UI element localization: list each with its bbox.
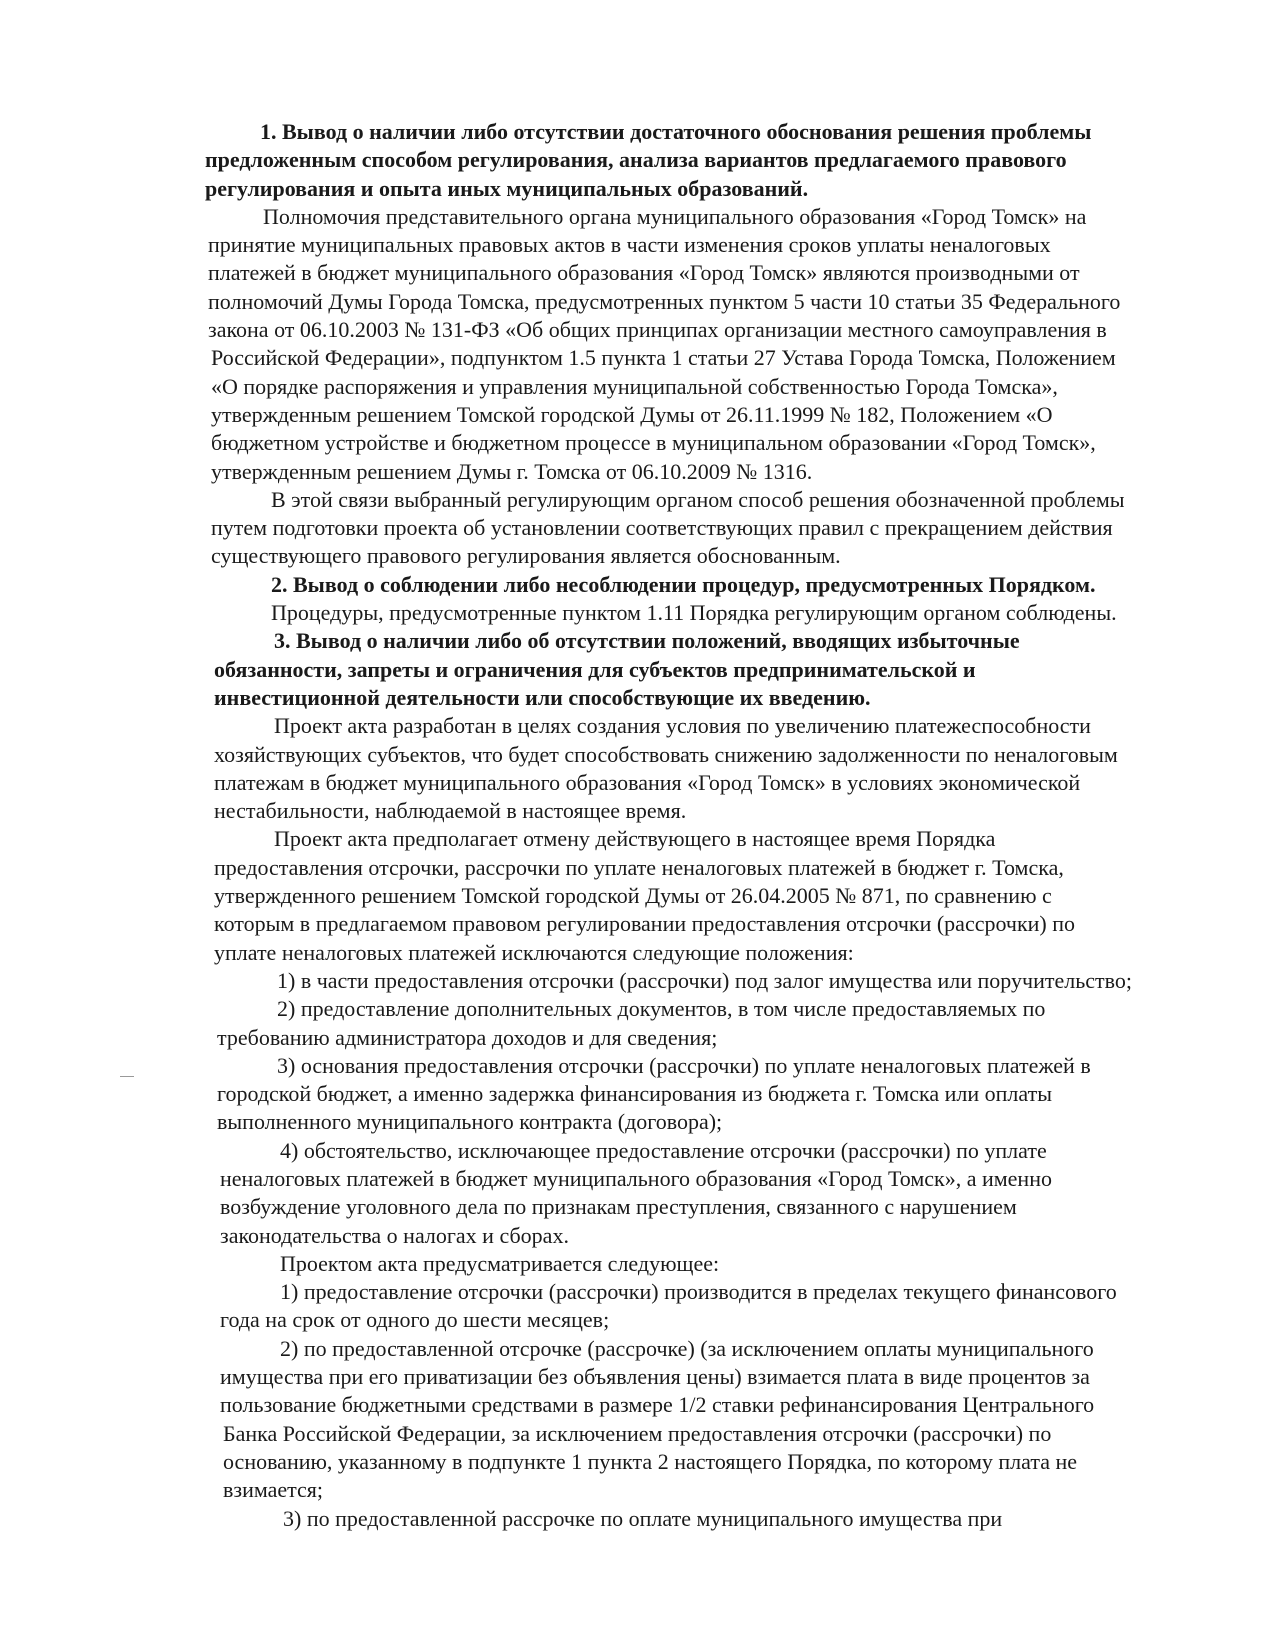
list-item-3-line-1: 3) основания предоставления отсрочки (рассрочки) по уплате неналоговых платежей в <box>277 1052 1091 1078</box>
provision-2-line-1: 2) по предоставленной отсрочке (рассрочке) (за исключением оплаты муниципального <box>280 1335 1094 1361</box>
paragraph-6-line-1: Проектом акта предусматривается следующее: <box>280 1250 720 1276</box>
paragraph-1-line-3: платежей в бюджет муниципального образования «Город Томск» являются производными от <box>208 260 1080 286</box>
heading-1-line-3: регулирования и опыта иных муниципальных образований. <box>205 175 809 201</box>
provision-2-line-2: имущества при его приватизации без объявления цены) взимается плата в виде процентов за <box>220 1364 1090 1390</box>
list-item-4-line-2: неналоговых платежей в бюджет муниципального образования «Город Томск», а именно <box>220 1165 1052 1191</box>
paragraph-1-line-10: утвержденным решением Думы г. Томска от 06.10.2009 № 1316. <box>211 458 813 484</box>
paragraph-2-line-2: путем подготовки проекта об установлении соответствующих правил с прекращением действия <box>211 515 1113 541</box>
provision-3-line-1: 3) по предоставленной рассрочке по оплате муниципального имущества при <box>283 1505 1003 1531</box>
paragraph-1-line-4: полномочий Думы Города Томска, предусмотренных пунктом 5 части 10 статьи 35 Федерального <box>208 288 1121 314</box>
heading-3-line-2: обязанности, запреты и ограничения для субъектов предпринимательской и <box>214 656 976 682</box>
heading-1-line-2: предложенным способом регулирования, анализа вариантов предлагаемого правового <box>205 147 1067 173</box>
paragraph-5-line-1: Проект акта предполагает отмену действующего в настоящее время Порядка <box>274 826 996 852</box>
heading-3-line-1: 3. Вывод о наличии либо об отсутствии положений, вводящих избыточные <box>274 628 1020 654</box>
list-item-3-line-2: городской бюджет, а именно задержка финансирования из бюджета г. Томска или оплаты <box>217 1081 1052 1107</box>
paragraph-5-line-2: предоставления отсрочки, рассрочки по уплате неналоговых платежей в бюджет г. Томска, <box>214 854 1064 880</box>
paragraph-4-line-2: хозяйствующих субъектов, что будет способствовать снижению задолженности по неналоговым <box>214 741 1118 767</box>
heading-1-line-1: 1. Вывод о наличии либо отсутствии достаточного обоснования решения проблемы <box>260 119 1092 144</box>
paragraph-1-line-2: принятие муниципальных правовых актов в части изменения сроков уплаты неналоговых <box>208 232 1051 258</box>
paragraph-4-line-3: платежам в бюджет муниципального образования «Город Томск» в условиях экономической <box>214 769 1081 795</box>
provision-1-line-2: года на срок от одного до шести месяцев; <box>220 1307 610 1333</box>
paragraph-4-line-1: Проект акта разработан в целях создания условия по увеличению платежеспособности <box>274 713 1091 739</box>
paragraph-3-line-1: Процедуры, предусмотренные пунктом 1.11 Порядка регулирующим органом соблюдены. <box>271 600 1117 626</box>
provision-2-line-4: Банка Российской Федерации, за исключением предоставления отсрочки (рассрочки) по <box>223 1420 1052 1446</box>
provision-2-line-3: пользование бюджетными средствами в размере 1/2 ставки рефинансирования Центрального <box>220 1392 1095 1418</box>
paragraph-5-line-5: уплате неналоговых платежей исключаются следующие положения: <box>214 939 854 965</box>
paragraph-2-line-1: В этой связи выбранный регулирующим органом способ решения обозначенной проблемы <box>271 486 1125 512</box>
list-item-4-line-3: возбуждение уголовного дела по признакам преступления, связанного с нарушением <box>220 1194 1017 1220</box>
paragraph-4-line-4: нестабильности, наблюдаемой в настоящее время. <box>214 798 687 824</box>
paragraph-1-line-8: утвержденным решением Томской городской Думы от 26.11.1999 № 182, Положением «О <box>211 401 1053 427</box>
list-item-4-line-4: законодательства о налогах и сборах. <box>220 1222 569 1248</box>
provision-1-line-1: 1) предоставление отсрочки (рассрочки) производится в пределах текущего финансового <box>280 1279 1117 1305</box>
list-item-2-line-1: 2) предоставление дополнительных документов, в том числе предоставляемых по <box>277 996 1046 1022</box>
paragraph-1-line-1: Полномочия представительного органа муниципального образования «Город Томск» на <box>263 203 1087 229</box>
paragraph-1-line-5: закона от 06.10.2003 № 131-ФЗ «Об общих принципах организации местного самоуправления в <box>208 317 1107 343</box>
provision-2-line-6: взимается; <box>223 1477 324 1503</box>
list-item-1: 1) в части предоставления отсрочки (рассрочки) под залог имущества или поручительство; <box>277 967 1132 993</box>
list-item-4-line-1: 4) обстоятельство, исключающее предоставление отсрочки (рассрочки) по уплате <box>280 1137 1047 1163</box>
scan-mark <box>120 1076 134 1077</box>
list-item-3-line-3: выполненного муниципального контракта (договора); <box>217 1109 723 1135</box>
list-item-2-line-2: требованию администратора доходов и для сведения; <box>217 1024 718 1050</box>
paragraph-5-line-3: утвержденного решением Томской городской Думы от 26.04.2005 № 871, по сравнению с <box>214 883 1052 909</box>
document-page <box>205 118 1275 1533</box>
paragraph-1-line-9: бюджетном устройстве и бюджетном процессе в муниципальном образовании «Город Томск», <box>211 430 1096 456</box>
heading-2: 2. Вывод о соблюдении либо несоблюдении процедур, предусмотренных Порядком. <box>271 571 1096 597</box>
paragraph-5-line-4: которым в предлагаемом правовом регулировании предоставления отсрочки (рассрочки) по <box>214 911 1076 937</box>
paragraph-1-line-7: «О порядке распоряжения и управления муниципальной собственностью Города Томска», <box>211 373 1058 399</box>
paragraph-2-line-3: существующего правового регулирования является обоснованным. <box>211 543 841 569</box>
provision-2-line-5: основанию, указанному в подпункте 1 пункта 2 настоящего Порядка, по которому плата не <box>223 1448 1078 1474</box>
heading-3-line-3: инвестиционной деятельности или способствующие их введению. <box>214 684 871 710</box>
paragraph-1-line-6: Российской Федерации», подпунктом 1.5 пункта 1 статьи 27 Устава Города Томска, Положением <box>211 345 1116 371</box>
